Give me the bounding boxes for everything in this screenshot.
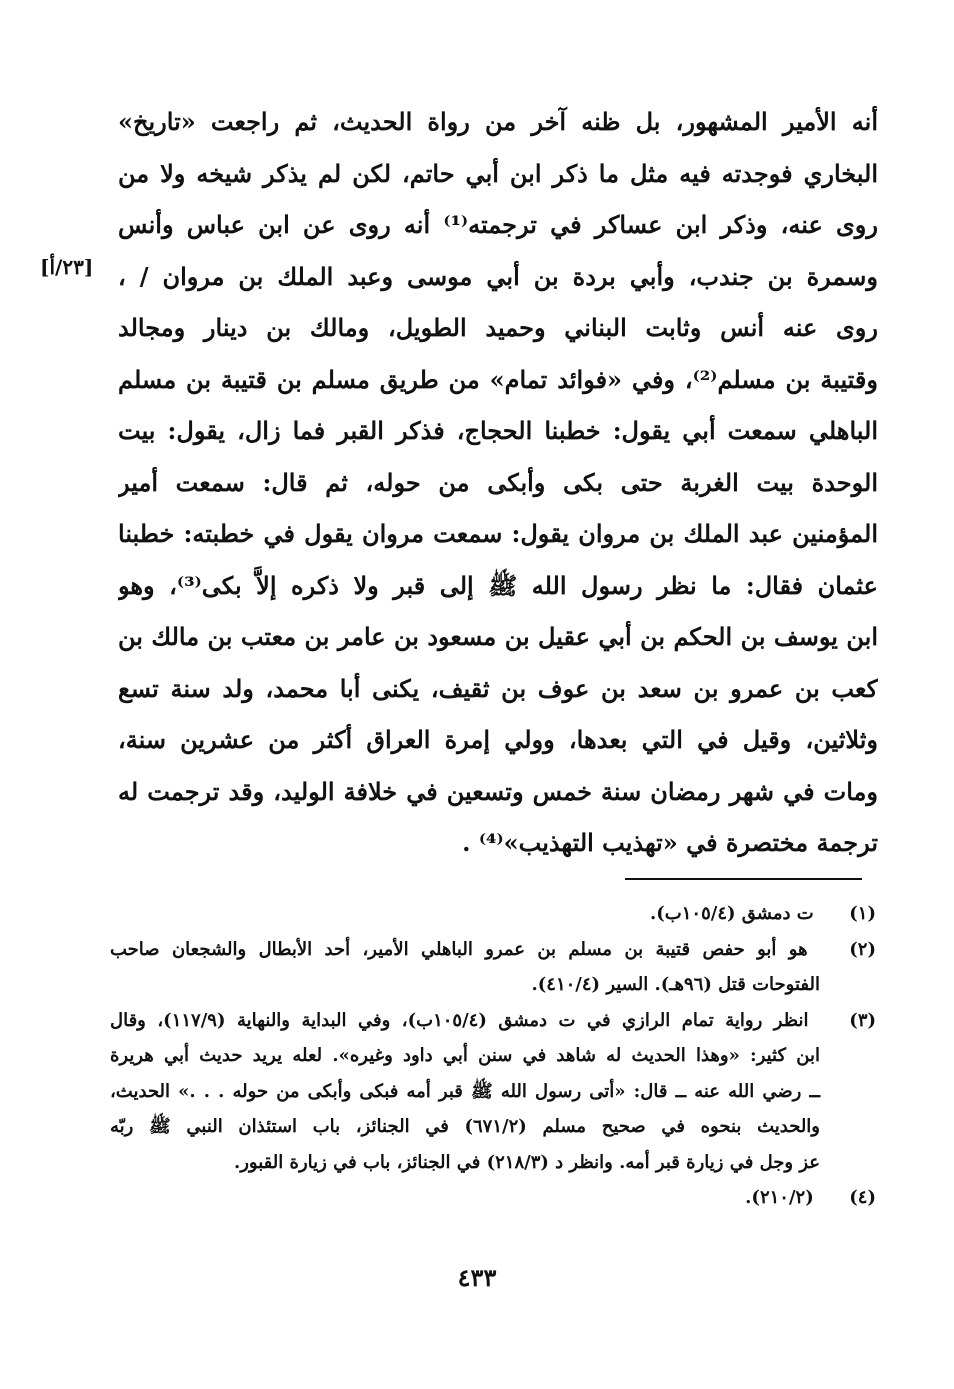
footnote-text: انظر رواية تمام الرازي في ت دمشق (١٠٥/٤ب)، وفي البداية والنهاية (١١٧/٩)، وقال [110, 1009, 809, 1031]
footnote-number: (١) [849, 903, 876, 924]
body-line: ابن يوسف بن الحكم بن أبي عقيل بن مسعود بن عامر بن معتب بن مالك بن [118, 622, 878, 651]
footnote-number: (٣) [849, 1009, 876, 1031]
body-line: روى عنه، وذكر ابن عساكر في ترجمته⁽¹⁾ أنه روى عن ابن عباس وأنس [118, 210, 878, 239]
body-line: عثمان فقال: ما نظر رسول الله ﷺ إلى قبر ولا ذكره إلاَّ بكى⁽³⁾، وهو [118, 570, 878, 600]
footnote-continuation: ــ رضي الله عنه ــ قال: «أتى رسول الله ﷺ قبر أمه فبكى وأبكى من حوله . . .» الحديث، [110, 1080, 820, 1102]
body-line: ومات في شهر رمضان سنة خمس وتسعين في خلافة الوليد، وقد ترجمت له [118, 776, 878, 806]
footnote-continuation: الفتوحات قتل (٩٦هـ). السير (٤١٠/٤). [531, 974, 820, 995]
footnote-continuation: ابن كثير: «وهذا الحديث له شاهد في سنن أبي داود وغيره». لعله يريد حديث أبي هريرة [110, 1045, 820, 1066]
footnote-1 [110, 896, 876, 932]
footnotes [110, 896, 876, 1216]
footnote-continuation: والحديث بنحوه في صحيح مسلم (٦٧١/٢) في الجنائز، باب استئذان النبي ﷺ ربّه [110, 1116, 820, 1137]
body-line: البخاري فوجدته فيه مثل ما ذكر ابن أبي حاتم، لكن لم يذكر شيخه ولا من [118, 158, 878, 188]
footnote-text: (٢١٠/٢). [745, 1187, 814, 1208]
footnote-2 [110, 932, 876, 968]
footnote-text: ت دمشق (١٠٥/٤ب). [650, 903, 814, 924]
body-line: المؤمنين عبد الملك بن مروان يقول: سمعت مروان يقول في خطبته: خطبنا [118, 519, 878, 548]
body-line: الوحدة بيت الغربة حتى بكى وأبكى من حوله، ثم قال: سمعت أمير [118, 467, 878, 497]
footnote-separator [625, 878, 862, 880]
body-line: روى عنه أنس وثابت البناني وحميد الطويل، ومالك بن دينار ومجالد [118, 313, 878, 342]
footnote-number: (٤) [849, 1187, 876, 1208]
margin-manuscript-reference: [٢٣/أ] [40, 255, 94, 279]
body-line: كعب بن عمرو بن سعد بن عوف بن ثقيف، يكنى أبا محمد، ولد سنة تسع [118, 673, 878, 703]
body-line: أنه الأمير المشهور، بل ظنه آخر من رواة الحديث، ثم راجعت «تاريخ» [118, 107, 878, 136]
body-line: الباهلي سمعت أبي يقول: خطبنا الحجاج، فذكر القبر فما زال، يقول: بيت [118, 416, 878, 445]
footnote-number: (٢) [849, 938, 876, 960]
page-number: ٤٣٣ [457, 1263, 497, 1292]
footnote-text: هو أبو حفص قتيبة بن مسلم بن عمرو الباهلي الأمير، أحد الأبطال والشجعان صاحب [110, 938, 808, 960]
footnote-continuation: عز وجل في زيارة قبر أمه. وانظر د (٢١٨/٣) في الجنائز، باب في زيارة القبور. [233, 1151, 820, 1173]
body-line: وثلاثين، وقيل في التي بعدها، وولي إمرة العراق أكثر من عشرين سنة، [118, 725, 878, 754]
body-line: وسمرة بن جندب، وأبي بردة بن أبي موسى وعبد الملك بن مروان / ، [118, 261, 878, 291]
footnote-3 [110, 1003, 876, 1039]
footnote-4 [110, 1180, 876, 1216]
body-line: وقتيبة بن مسلم⁽²⁾، وفي «فوائد تمام» من طريق مسلم بن قتيبة بن مسلم [118, 364, 878, 394]
body-line: ترجمة مختصرة في «تهذيب التهذيب»⁽⁴⁾ . [462, 828, 878, 857]
main-text [118, 96, 878, 869]
